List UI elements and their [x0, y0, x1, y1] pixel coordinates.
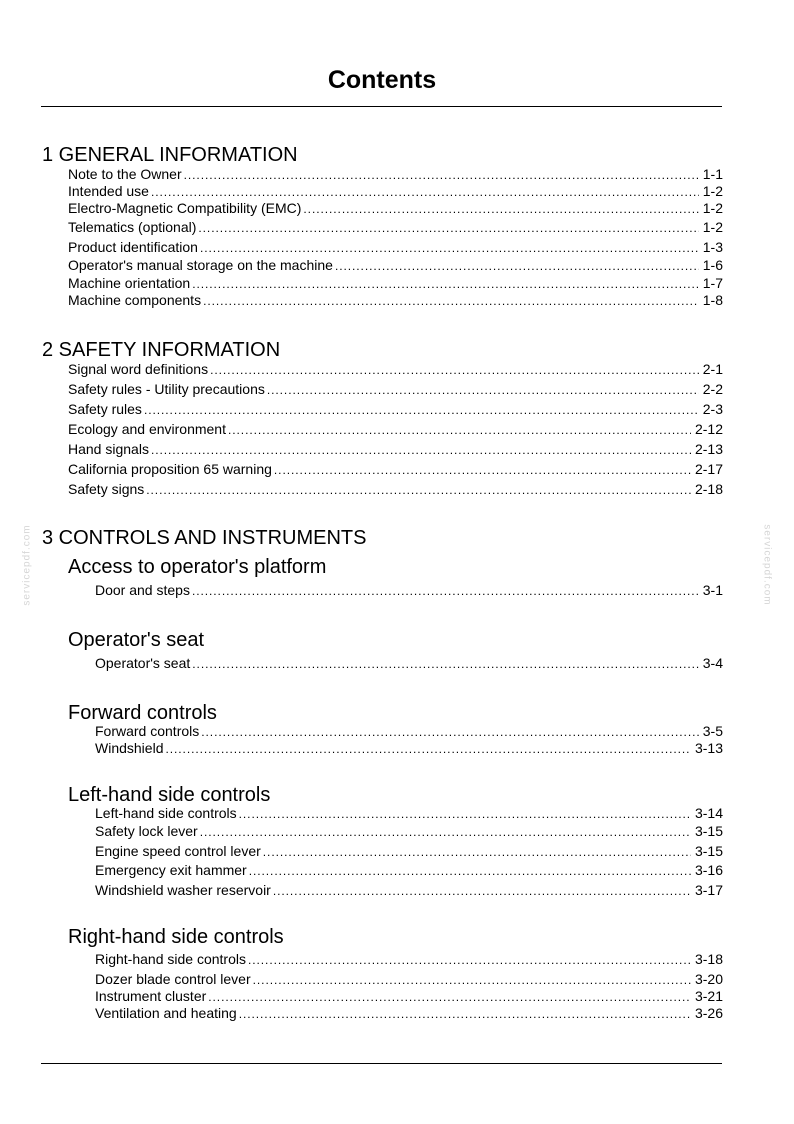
toc-entry-page: 2-13 [694, 441, 723, 457]
toc-entry-page: 1-2 [702, 219, 723, 235]
toc-entry-page: 3-17 [694, 882, 723, 898]
toc-entry[interactable] [68, 380, 723, 399]
toc-entry-label: Safety rules [68, 401, 142, 417]
toc-entry-label: Telematics (optional) [68, 219, 197, 235]
subsection-heading: Operator's seat [68, 629, 205, 651]
toc-entry-label: Left-hand side controls [95, 805, 237, 821]
toc-entry-label: California proposition 65 warning [68, 461, 272, 477]
dot-leader [267, 381, 699, 399]
toc-entry-page: 3-16 [694, 862, 723, 878]
toc-entry[interactable] [68, 420, 723, 439]
toc-entry-page: 1-3 [702, 239, 723, 255]
toc-entry[interactable] [95, 950, 723, 969]
dot-leader [274, 461, 691, 479]
toc-entry-label: Machine orientation [68, 275, 191, 291]
subsection-heading: Forward controls [68, 702, 217, 724]
toc-entry-page: 3-14 [694, 805, 723, 821]
watermark-right: servicepdf.com [761, 524, 773, 606]
toc-entry-page: 3-26 [694, 1005, 723, 1021]
toc-entry-page: 3-15 [694, 823, 723, 839]
toc-entry[interactable] [95, 739, 723, 758]
section-heading: 2 SAFETY INFORMATION [42, 339, 281, 361]
toc-entry-label: Dozer blade control lever [95, 971, 251, 987]
toc-entry-label: Emergency exit hammer [95, 862, 247, 878]
toc-entry-page: 3-13 [694, 740, 723, 756]
toc-entry-page: 2-1 [702, 361, 723, 377]
toc-entry-label: Door and steps [95, 582, 190, 598]
toc-entry-label: Ecology and environment [68, 421, 226, 437]
dot-leader [192, 655, 698, 673]
subsection-heading: Right-hand side controls [68, 926, 284, 948]
toc-entry-label: Safety signs [68, 481, 145, 497]
toc-entry[interactable] [68, 199, 723, 218]
toc-entry[interactable] [95, 861, 723, 880]
toc-entry-label: Safety rules - Utility precautions [68, 381, 265, 397]
dot-leader [249, 862, 691, 880]
page-title: Contents [327, 66, 437, 94]
toc-entry-label: Engine speed control lever [95, 843, 261, 859]
toc-entry-page: 1-2 [702, 183, 723, 199]
toc-entry[interactable] [68, 460, 723, 479]
toc-entry-label: Hand signals [68, 441, 149, 457]
toc-entry-page: 1-6 [702, 257, 723, 273]
dot-leader [228, 421, 691, 439]
toc-entry-label: Operator's manual storage on the machine [68, 257, 333, 273]
toc-entry[interactable] [68, 238, 723, 257]
toc-entry-label: Windshield washer reservoir [95, 882, 271, 898]
dot-leader [303, 200, 698, 218]
title-divider [41, 106, 722, 107]
toc-entry-label: Ventilation and heating [95, 1005, 237, 1021]
toc-entry-page: 2-17 [694, 461, 723, 477]
dot-leader [273, 882, 691, 900]
toc-entry[interactable] [68, 440, 723, 459]
toc-entry-label: Instrument cluster [95, 988, 207, 1004]
subsection-heading: Left-hand side controls [68, 784, 271, 806]
toc-entry-page: 1-1 [702, 166, 723, 182]
toc-entry[interactable] [95, 1004, 723, 1023]
toc-entry[interactable] [68, 400, 723, 419]
dot-leader [146, 481, 691, 499]
toc-entry[interactable] [68, 218, 723, 237]
dot-leader [198, 219, 698, 237]
section-heading: 3 CONTROLS AND INSTRUMENTS [42, 527, 367, 549]
toc-entry[interactable] [68, 291, 723, 310]
toc-entry-label: Note to the Owner [68, 166, 182, 182]
toc-entry[interactable] [68, 480, 723, 499]
toc-entry[interactable] [95, 581, 723, 600]
dot-leader [239, 1005, 691, 1023]
section-heading: 1 GENERAL INFORMATION [42, 144, 298, 166]
dot-leader [200, 823, 691, 841]
toc-entry-label: Intended use [68, 183, 149, 199]
toc-entry[interactable] [95, 822, 723, 841]
toc-entry-page: 3-15 [694, 843, 723, 859]
toc-entry-label: Operator's seat [95, 655, 191, 671]
dot-leader [335, 257, 699, 275]
toc-entry-page: 3-21 [694, 988, 723, 1004]
toc-entry-label: Electro-Magnetic Compatibility (EMC) [68, 200, 302, 216]
toc-entry-label: Signal word definitions [68, 361, 209, 377]
toc-entry[interactable] [68, 256, 723, 275]
dot-leader [165, 740, 690, 758]
watermark-left: servicepdf.com [21, 524, 33, 606]
toc-entry-label: Product identification [68, 239, 198, 255]
toc-entry-page: 1-2 [702, 200, 723, 216]
toc-entry-page: 3-4 [702, 655, 723, 671]
dot-leader [263, 843, 691, 861]
footer-divider [41, 1063, 722, 1064]
toc-entry-page: 3-1 [702, 582, 723, 598]
toc-entry[interactable] [95, 804, 723, 823]
dot-leader [210, 361, 699, 379]
toc-entry-page: 1-7 [702, 275, 723, 291]
toc-entry-label: Windshield [95, 740, 164, 756]
toc-entry-label: Forward controls [95, 723, 200, 739]
toc-entry[interactable] [95, 881, 723, 900]
toc-entry[interactable] [95, 842, 723, 861]
dot-leader [203, 292, 699, 310]
toc-entry-page: 2-3 [702, 401, 723, 417]
toc-entry-page: 2-12 [694, 421, 723, 437]
toc-entry-page: 2-18 [694, 481, 723, 497]
toc-entry-label: Right-hand side controls [95, 951, 246, 967]
toc-entry[interactable] [68, 360, 723, 379]
toc-entry[interactable] [95, 654, 723, 673]
toc-entry-page: 2-2 [702, 381, 723, 397]
toc-entry-label: Safety lock lever [95, 823, 198, 839]
dot-leader [239, 805, 691, 823]
dot-leader [200, 239, 699, 257]
dot-leader [151, 441, 691, 459]
dot-leader [144, 401, 699, 419]
dot-leader [248, 951, 691, 969]
toc-entry-page: 3-5 [702, 723, 723, 739]
toc-entry-page: 1-8 [702, 292, 723, 308]
toc-entry-page: 3-18 [694, 951, 723, 967]
dot-leader [192, 582, 699, 600]
toc-entry-page: 3-20 [694, 971, 723, 987]
subsection-heading: Access to operator's platform [68, 556, 327, 578]
toc-entry-label: Machine components [68, 292, 202, 308]
